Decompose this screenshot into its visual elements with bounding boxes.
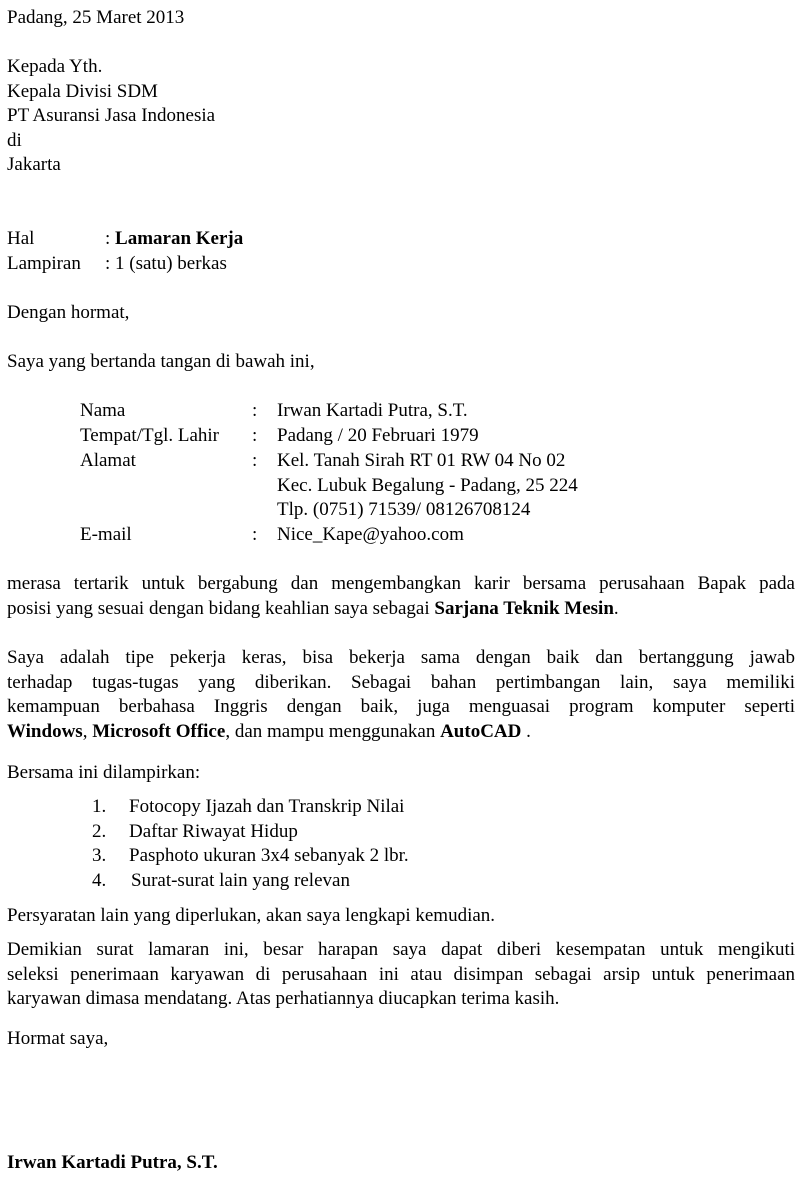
email-label: E-mail xyxy=(80,523,132,545)
paragraph-closing-row-3: karyawan dimasa mendatang. Atas perhatiannya diucapkan terima kasih. xyxy=(7,988,560,1009)
alamat-line-3: Tlp. (0751) 71539/ 08126708124 xyxy=(277,499,531,520)
list-item: Fotocopy Ijazah dan Transkrip Nilai xyxy=(129,796,405,817)
attachments-intro: Bersama ini dilampirkan: xyxy=(7,762,201,783)
skills-sep-2: , dan mampu menggunakan xyxy=(225,720,441,742)
paragraph-interest-text: posisi yang sesuai dengan bidang keahlian saya sebagai xyxy=(7,597,435,619)
paragraph-interest-end: . xyxy=(613,597,619,619)
degree-title: Sarjana Teknik Mesin xyxy=(434,597,614,619)
paragraph-skills-row-3: kemampuan berbahasa Inggris dengan baik, juga menguasai program komputer seperti xyxy=(7,696,795,717)
hal-text: Lamaran Kerja xyxy=(115,228,244,249)
lampiran-colon: : xyxy=(105,253,111,274)
skill-windows: Windows xyxy=(7,720,83,742)
list-item-number: 4. xyxy=(92,870,107,891)
signature-name: Irwan Kartadi Putra, S.T. xyxy=(7,1152,218,1173)
lampiran-value xyxy=(105,252,227,277)
paragraph-skills-row-1: Saya adalah tipe pekerja keras, bisa bekerja sama dengan baik dan bertanggung jawab xyxy=(7,647,795,668)
recipient-line-3: PT Asuransi Jasa Indonesia xyxy=(7,105,216,126)
lampiran-label: Lampiran xyxy=(7,253,81,274)
list-item-number: 3. xyxy=(92,845,107,866)
paragraph-closing-row-1: Demikian surat lamaran ini, besar harapan saya dapat diberi kesempatan untuk mengikuti xyxy=(7,939,795,960)
paragraph-interest-row-2 xyxy=(7,597,795,622)
nama-value: Irwan Kartadi Putra, S.T. xyxy=(277,400,468,421)
paragraph-interest-row-1: merasa tertarik untuk bergabung dan mengembangkan karir bersama perusahaan Bapak pada xyxy=(7,573,795,594)
ttl-colon: : xyxy=(252,425,258,446)
hal-label: Hal xyxy=(7,228,35,249)
alamat-label: Alamat xyxy=(80,450,136,471)
list-item-number: 2. xyxy=(92,821,107,842)
skills-end: . xyxy=(521,720,531,742)
ttl-value: Padang / 20 Februari 1979 xyxy=(277,425,479,446)
date-line: Padang, 25 Maret 2013 xyxy=(7,7,185,28)
lampiran-text: 1 (satu) berkas xyxy=(115,253,227,274)
recipient-line-4: di xyxy=(7,129,22,151)
list-item: Daftar Riwayat Hidup xyxy=(129,821,298,842)
salutation: Dengan hormat, xyxy=(7,302,130,323)
email-value: Nice_Kape@yahoo.com xyxy=(277,523,464,545)
recipient-line-2: Kepala Divisi SDM xyxy=(7,80,158,102)
skill-office: Microsoft Office xyxy=(92,720,226,742)
list-item: Surat-surat lain yang relevan xyxy=(131,870,350,891)
paragraph-skills-row-2: terhadap tugas-tugas yang diberikan. Sebagai bahan pertimbangan lain, saya memiliki xyxy=(7,671,795,693)
intro-line: Saya yang bertanda tangan di bawah ini, xyxy=(7,351,315,372)
closing-greeting: Hormat saya, xyxy=(7,1028,109,1049)
alamat-line-2: Kec. Lubuk Begalung - Padang, 25 224 xyxy=(277,474,578,496)
recipient-line-5: Jakarta xyxy=(7,154,61,175)
paragraph-requirements: Persyaratan lain yang diperlukan, akan saya lengkapi kemudian. xyxy=(7,905,496,926)
paragraph-skills-row-4 xyxy=(7,720,795,745)
skill-autocad: AutoCAD xyxy=(440,720,522,742)
recipient-line-1: Kepada Yth. xyxy=(7,56,103,77)
list-item: Pasphoto ukuran 3x4 sebanyak 2 lbr. xyxy=(129,845,409,866)
paragraph-skills xyxy=(7,646,795,744)
skills-sep-1: , xyxy=(82,720,93,742)
hal-colon: : xyxy=(105,228,111,249)
nama-label: Nama xyxy=(80,400,126,421)
paragraph-closing xyxy=(7,938,795,1012)
email-colon: : xyxy=(252,523,258,545)
list-item-number: 1. xyxy=(92,796,107,817)
hal-value xyxy=(105,227,243,252)
paragraph-interest xyxy=(7,572,795,621)
nama-colon: : xyxy=(252,400,258,421)
alamat-line-1: Kel. Tanah Sirah RT 01 RW 04 No 02 xyxy=(277,450,566,471)
ttl-label: Tempat/Tgl. Lahir xyxy=(80,425,220,446)
alamat-colon: : xyxy=(252,450,258,471)
paragraph-closing-row-2: seleksi penerimaan karyawan di perusahaan ini atau disimpan sebagai arsip untuk penerimaan xyxy=(7,963,795,985)
